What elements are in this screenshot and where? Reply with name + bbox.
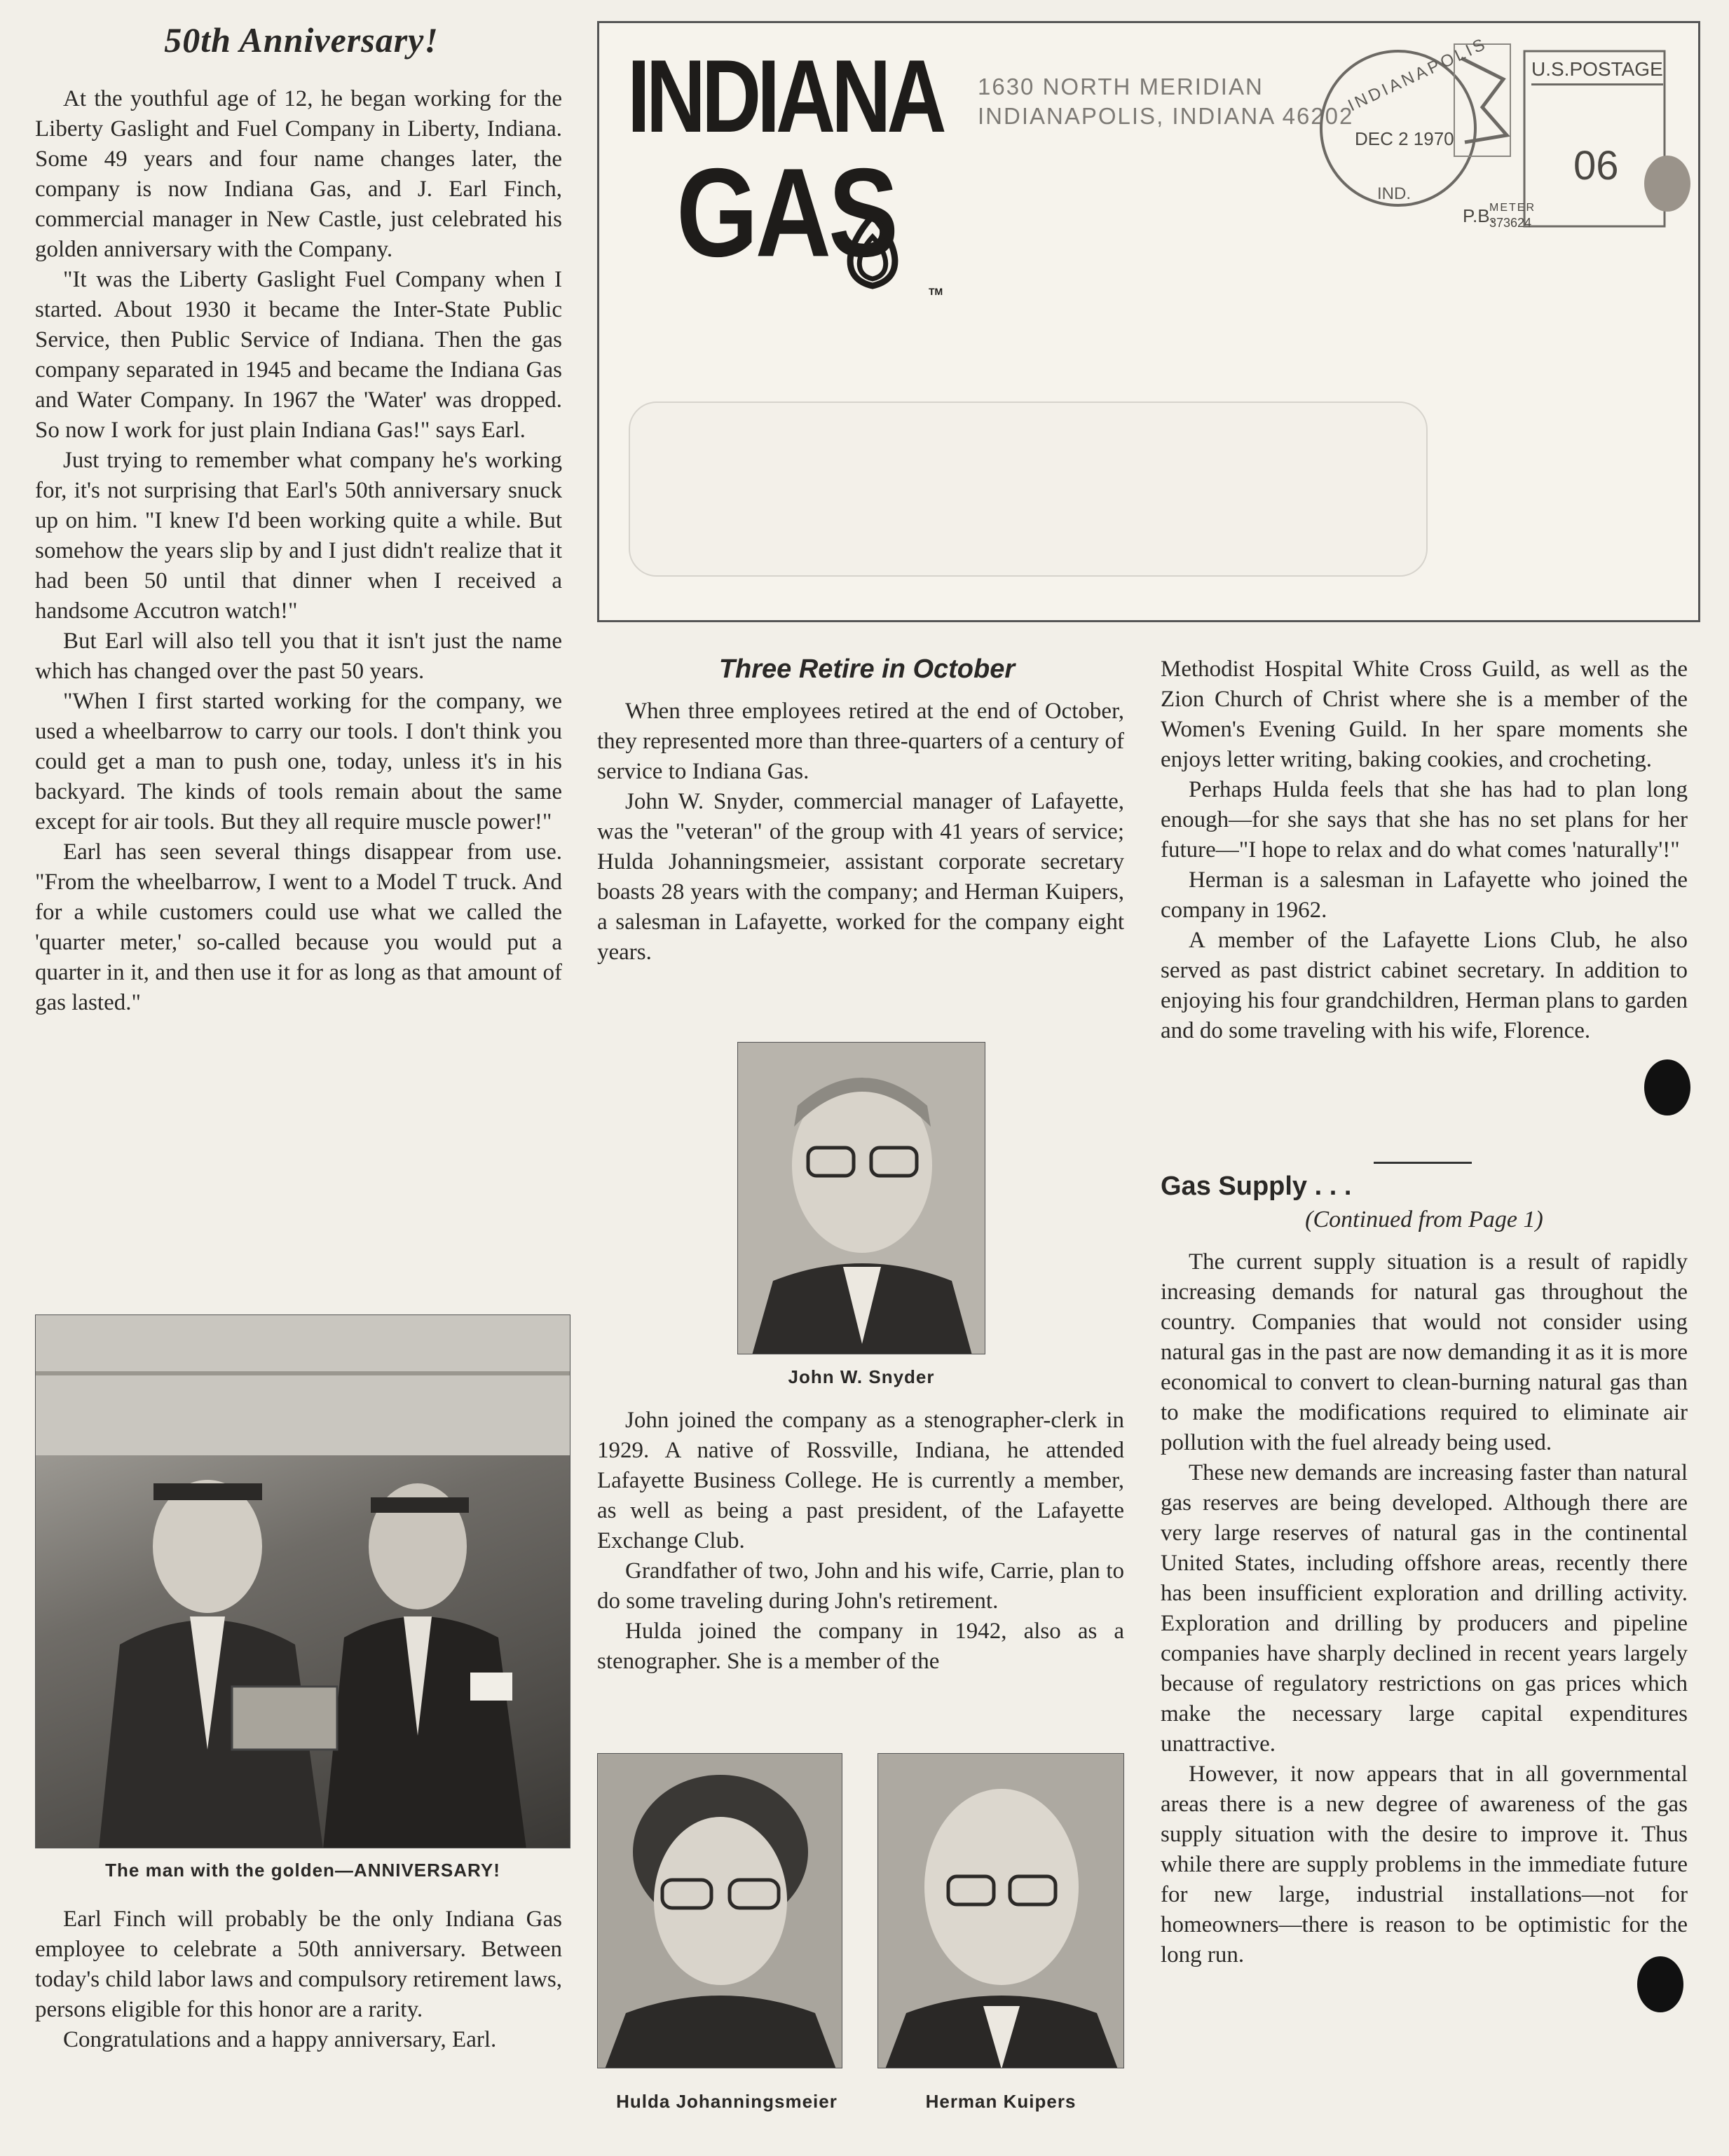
meter-number: 373624 [1489, 216, 1532, 230]
snyder-portrait [737, 1042, 985, 1354]
article-paragraph: Earl has seen several things disappear from use. "From the wheelbarrow, I went to a Model T truck. And for a while customers could use what we called the 'quarter meter,' so-called because you would put a quarter in it, and then use it for as long as that amount of gas lasted." [35, 839, 562, 1015]
article-paragraph: Methodist Hospital White Cross Guild, as well as the Zion Church of Christ where she is a member of the Women's Evening Guild. In her spare moments she enjoys letter writing, baking cookies, and crocheting. [1161, 657, 1688, 772]
article-paragraph: Perhaps Hulda feels that she has had to plan long enough—for she says that she has no set plans for her future—"I hope to relax and do what comes 'naturally'!" [1161, 777, 1688, 863]
section-divider [1374, 1162, 1472, 1164]
article-paragraph: These new demands are increasing faster than natural gas reserves are being developed. Although there are very large reserves of natural gas in the continental United States, including offshore areas, recently there has been insufficient exploration and drilling activity. Exploration and drilling by producers and pipeline companies have sharply declined in recent years largely because of regulatory restrictions on gas prices which make the necessary large capital expenditures unattractive. [1161, 1460, 1688, 1757]
article-paragraph: At the youthful age of 12, he began working for the Liberty Gaslight and Fuel Company in Liberty, Indiana. Some 49 years and four name changes later, the company is now Indiana Gas, and J. Earl Finch, commercial manager in New Castle, just celebrated his golden anniversary with the Company. [35, 86, 562, 262]
indiana-gas-logo [627, 39, 992, 338]
article-paragraph: Herman is a salesman in Lafayette who joined the company in 1962. [1161, 867, 1688, 923]
envelope-address-window [629, 401, 1428, 577]
gas-supply-article [1161, 1247, 1688, 1970]
retire-article-continued [597, 1406, 1124, 1677]
anniversary-headline: 50th Anniversary! [164, 20, 439, 60]
logo-indiana-text: INDIANA [627, 39, 943, 155]
flame-icon [838, 212, 908, 289]
herman-portrait [877, 1753, 1124, 2068]
article-paragraph: "When I first started working for the company, we used a wheelbarrow to carry our tools. I don't think you could get a man to push one, today, unless it's in his backyard. The kinds of tools remain about the same except for air tools. But they all require muscle power!" [35, 689, 562, 835]
return-address [978, 72, 1353, 131]
postmark-date: DEC 2 1970 [1355, 128, 1454, 149]
article-paragraph: When three employees retired at the end of October, they represented more than three-quarters of a century of service to Indiana Gas. [597, 699, 1124, 784]
article-paragraph: Grandfather of two, John and his wife, Carrie, plan to do some traveling during John's retirement. [597, 1558, 1124, 1614]
address-city: INDIANAPOLIS, INDIANA 46202 [978, 103, 1354, 129]
address-street: 1630 NORTH MERIDIAN [978, 74, 1264, 99]
article-paragraph: But Earl will also tell you that it isn't just the name which has changed over the past 50 years. [35, 629, 562, 684]
article-paragraph: Congratulations and a happy anniversary, Earl. [63, 2027, 497, 2052]
article-paragraph: John joined the company as a stenographer-clerk in 1929. A native of Rossville, Indiana, he attended Lafayette Business College. He is currently a member, as well as being a past president, of the Lafayette Exchange Club. [597, 1408, 1124, 1553]
postmark-state: IND. [1377, 184, 1411, 203]
article-paragraph: "It was the Liberty Gaslight Fuel Company when I started. About 1930 it became the Inter-State Public Service, then Public Service of Indiana. Then the gas company separated in 1945 and became the Indiana Gas and Water Company. In 1967 the 'Water' was dropped. So now I work for just plain Indiana Gas!" says Earl. [35, 267, 562, 443]
two-men-illustration [36, 1315, 570, 1848]
article-paragraph: A member of the Lafayette Lions Club, he also served as past district cabinet secretary. In addition to enjoying his four grandchildren, Herman plans to garden and do some traveling with his wife, Florence. [1161, 928, 1688, 1043]
article-paragraph: The current supply situation is a result of rapidly increasing demands for natural gas throughout the country. Companies that would not consider using natural gas in the past are now demanding it as it is more economical to convert to clean-burning natural gas than to make the modifications required to eliminate air pollution with the fuel already being used. [1161, 1249, 1688, 1455]
postage-label: U.S.POSTAGE [1531, 58, 1663, 85]
logo-trademark: TM [929, 286, 943, 297]
meter-label: METER [1489, 202, 1536, 214]
gas-supply-headline: Gas Supply . . . [1161, 1172, 1352, 1201]
anniversary-article-conclusion [35, 1904, 562, 2055]
hulda-portrait [597, 1753, 842, 2068]
retire-headline: Three Retire in October [718, 654, 1016, 684]
snyder-portrait-illustration [738, 1043, 985, 1354]
article-paragraph: However, it now appears that in all governmental areas there is a new degree of awareness of the gas supply situation with the desire to improve it. Thus while there are supply problems in the immediate future for new large, industrial installations—not for homeowners—there is reason to be optimistic for the long run. [1161, 1762, 1688, 1968]
article-paragraph: Earl Finch will probably be the only Indiana Gas employee to celebrate a 50th anniversary. Between today's child labor laws and compulsory retirement laws, persons eligible for this honor are a rarity. [35, 1907, 562, 2022]
postage-meter-stamp [1300, 34, 1686, 247]
snyder-caption: John W. Snyder [788, 1366, 935, 1387]
logo-gas-text: GAS [676, 142, 896, 283]
meter-pb: P.B. [1463, 205, 1495, 226]
article-paragraph: John W. Snyder, commercial manager of Lafayette, was the "veteran" of the group with 41 years of service; Hulda Johanningsmeier, assistant corporate secretary boasts 28 years with the company; and Herman Kuipers, a salesman in Lafayette, worked for the company eight years. [597, 789, 1124, 965]
article-paragraph: Hulda joined the company in 1942, also as a stenographer. She is a member of the [597, 1619, 1124, 1674]
postage-value: 06 [1573, 143, 1619, 188]
hulda-caption: Hulda Johanningsmeier [616, 2091, 838, 2112]
finch-photo-caption: The man with the golden—ANNIVERSARY! [105, 1860, 500, 1881]
anniversary-article [35, 84, 562, 1018]
hulda-portrait-illustration [598, 1754, 842, 2068]
finch-anniversary-photo [35, 1314, 570, 1848]
postmark-city: INDIANAPOLIS [1345, 34, 1491, 116]
retire-article [597, 696, 1124, 968]
article-paragraph: Just trying to remember what company he's working for, it's not surprising that Earl's 50th anniversary snuck up on him. "I knew I'd been working quite a while. But somehow the years slip by and I just didn't realize that it had been 50 until that dinner when I received a handsome Accutron watch!" [35, 448, 562, 624]
company-envelope [597, 21, 1700, 622]
herman-caption: Herman Kuipers [925, 2091, 1077, 2112]
punch-hole [1644, 1059, 1690, 1115]
herman-portrait-illustration [878, 1754, 1124, 2068]
punch-hole [1637, 1956, 1683, 2012]
retire-article-right [1161, 654, 1688, 1046]
gas-supply-continued: (Continued from Page 1) [1305, 1207, 1543, 1233]
punch-hole [1644, 156, 1690, 212]
